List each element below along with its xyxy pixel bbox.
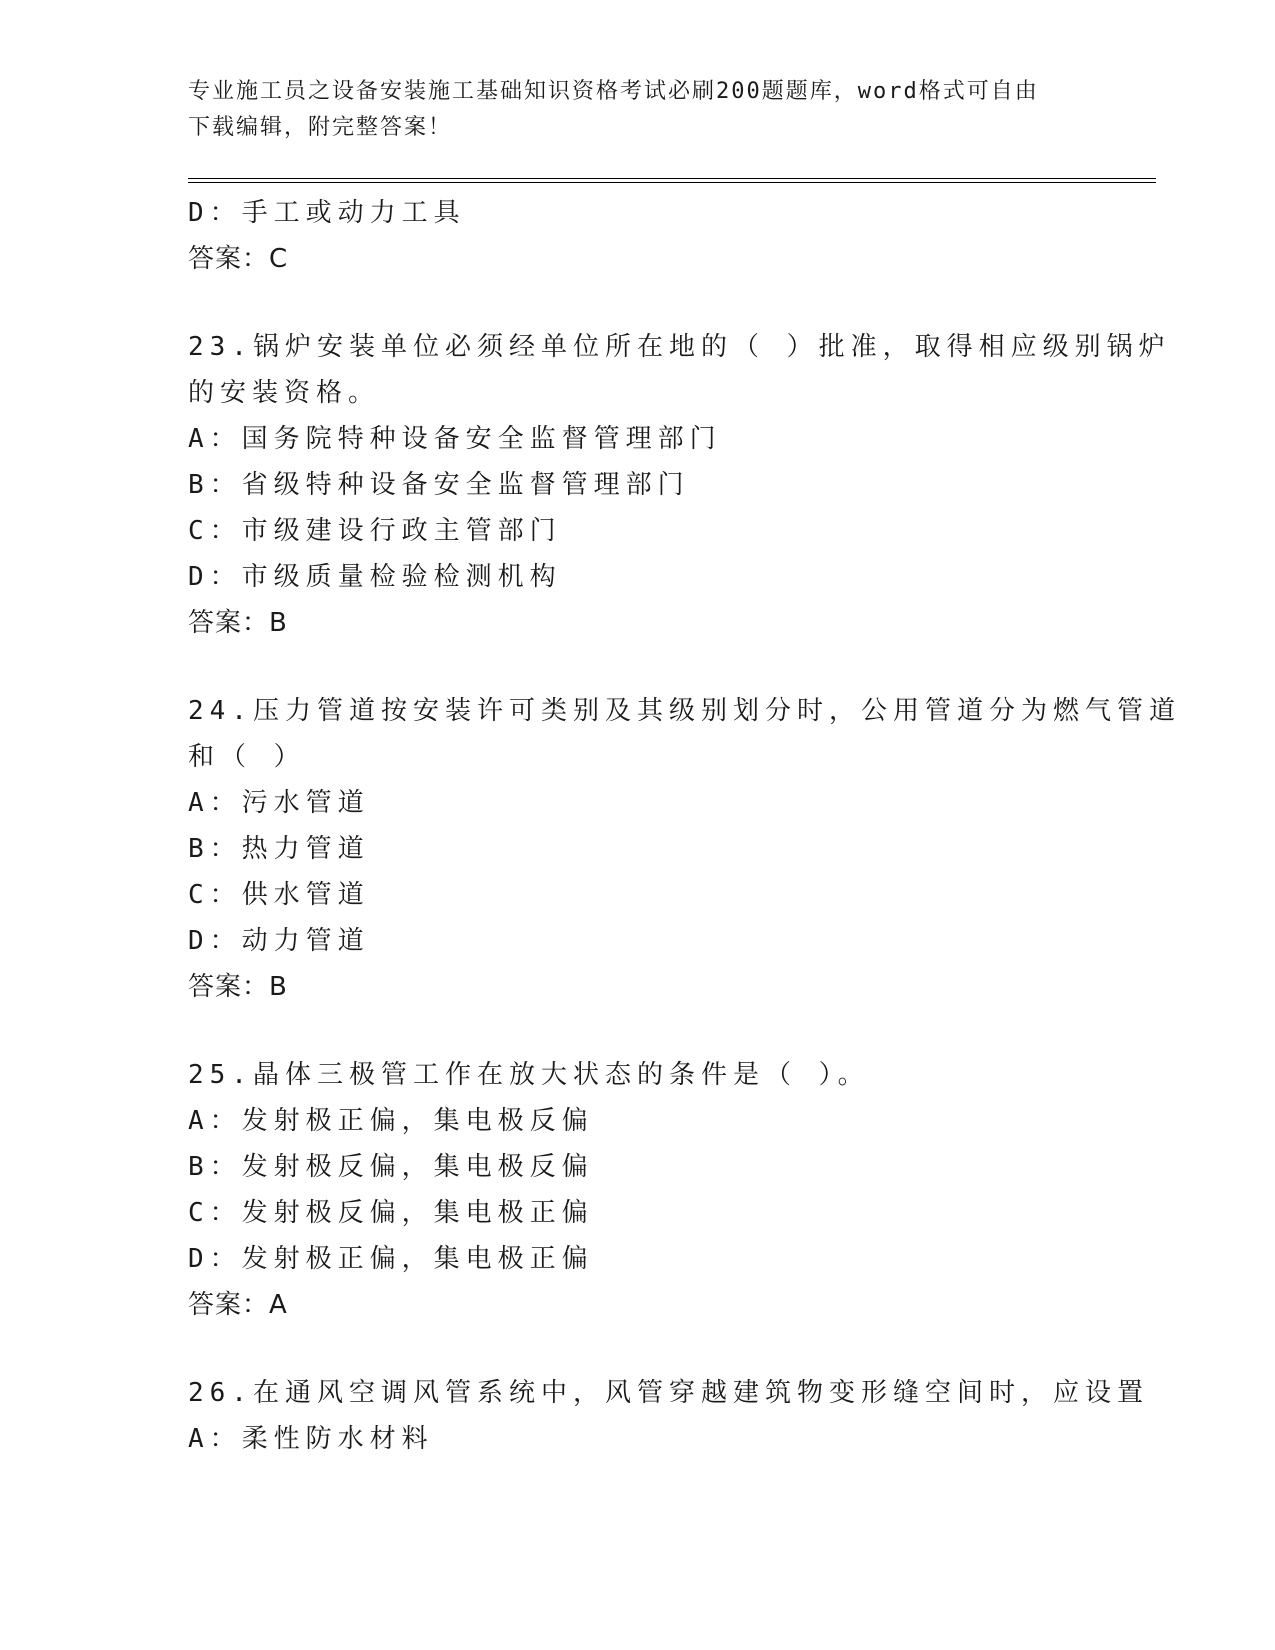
option-line: C：市级建设行政主管部门 xyxy=(188,516,562,546)
answer-line: 答案：B xyxy=(188,972,288,1002)
question-block xyxy=(188,324,1171,646)
answer-line: 答案：C xyxy=(188,244,289,274)
spacer xyxy=(188,646,1088,688)
option-line: A：柔性防水材料 xyxy=(188,1424,434,1454)
page-header xyxy=(188,74,1068,146)
question-block xyxy=(188,190,1088,282)
option-line: D：发射极正偏，集电极正偏 xyxy=(188,1244,594,1274)
spacer xyxy=(188,282,1088,324)
option-line: B：省级特种设备安全监督管理部门 xyxy=(188,470,690,500)
option-line: A：国务院特种设备安全监督管理部门 xyxy=(188,424,722,454)
question-block xyxy=(188,1370,1149,1462)
question-text: 和（ ） xyxy=(188,742,306,772)
header-divider-bottom xyxy=(188,182,1156,183)
question-text: 的安装资格。 xyxy=(188,378,381,408)
spacer xyxy=(188,1010,1088,1052)
question-text: 23.锅炉安装单位必须经单位所在地的（ ）批准，取得相应级别锅炉 xyxy=(188,332,1171,362)
option-line: D：手工或动力工具 xyxy=(188,198,466,228)
option-line: A：污水管道 xyxy=(188,788,370,818)
option-line: C：发射极反偏，集电极正偏 xyxy=(188,1198,594,1228)
answer-line: 答案：B xyxy=(188,608,288,638)
question-text: 24.压力管道按安装许可类别及其级别划分时，公用管道分为燃气管道 xyxy=(188,696,1181,726)
header-line-1: 专业施工员之设备安装施工基础知识资格考试必刷200题题库，word格式可自由 xyxy=(188,79,1039,104)
option-line: B：发射极反偏，集电极反偏 xyxy=(188,1152,594,1182)
question-block xyxy=(188,1052,1088,1328)
answer-line: 答案：A xyxy=(188,1290,288,1320)
question-block xyxy=(188,688,1181,1010)
option-line: D：市级质量检验检测机构 xyxy=(188,562,562,592)
header-line-2: 下载编辑，附完整答案！ xyxy=(188,115,453,140)
option-line: B：热力管道 xyxy=(188,834,370,864)
spacer xyxy=(188,1328,1088,1370)
option-line: C：供水管道 xyxy=(188,880,370,910)
option-line: A：发射极正偏，集电极反偏 xyxy=(188,1106,594,1136)
question-text: 26.在通风空调风管系统中，风管穿越建筑物变形缝空间时，应设置 xyxy=(188,1378,1149,1408)
question-text: 25.晶体三极管工作在放大状态的条件是（ ）。 xyxy=(188,1060,870,1090)
option-line: D：动力管道 xyxy=(188,926,370,956)
header-divider-top xyxy=(188,178,1156,179)
question-list xyxy=(188,190,1181,1462)
